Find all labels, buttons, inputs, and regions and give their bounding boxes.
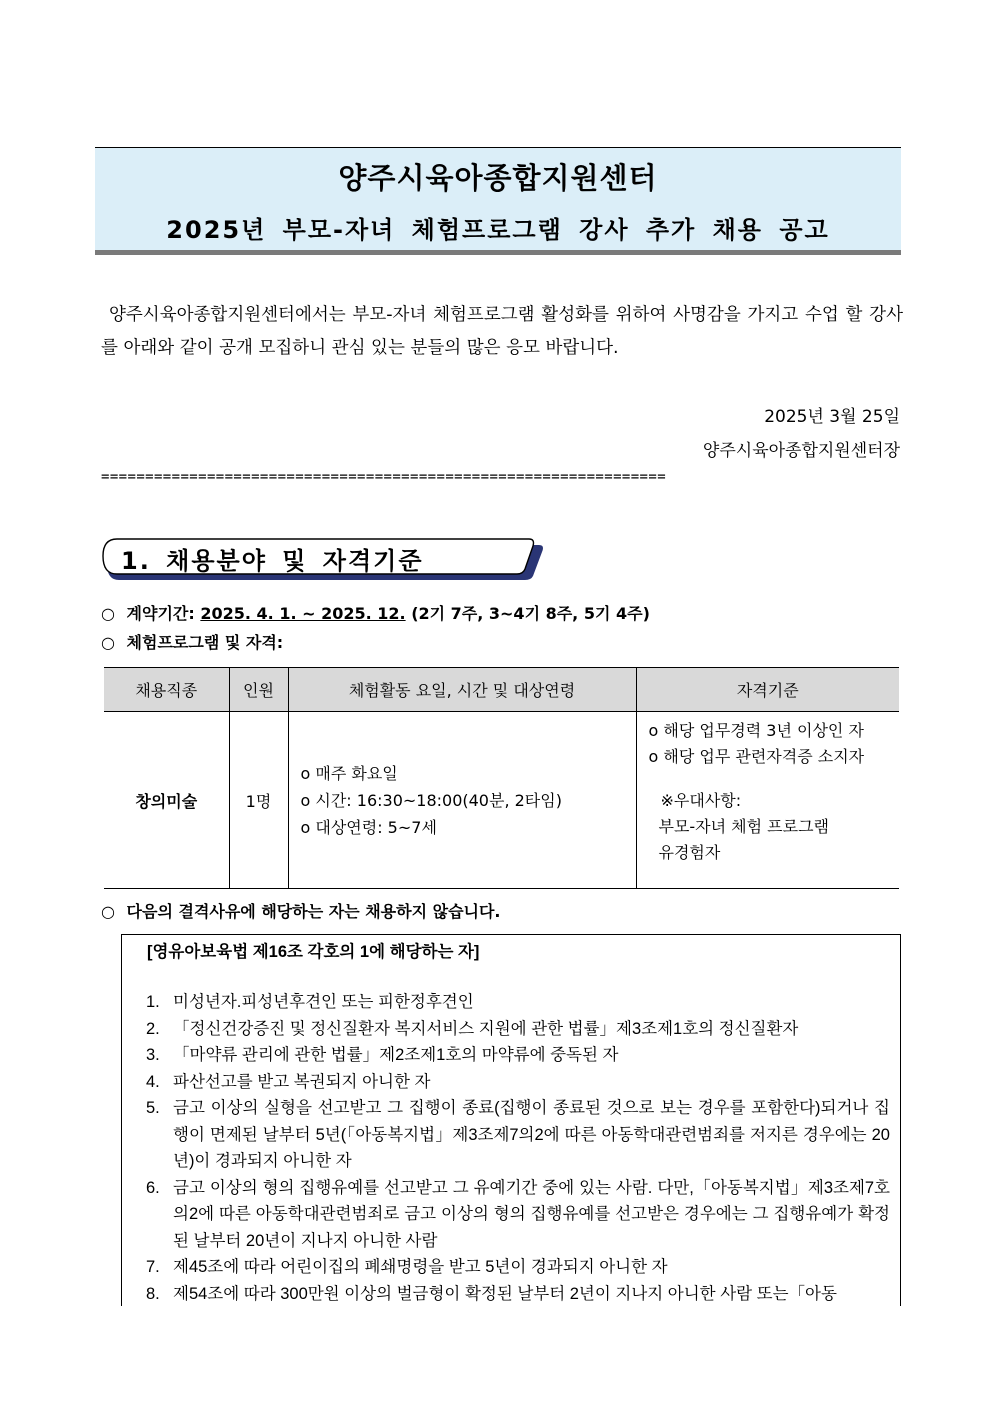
- section-1-heading: [101, 538, 541, 578]
- announcement-author: 양주시육아종합지원센터장: [702, 441, 900, 461]
- preference-line: 유경험자: [658, 843, 721, 862]
- bullet-circle-icon: ○: [101, 604, 115, 623]
- table-header-cell: 채용직종: [104, 668, 229, 712]
- activity-line: o 매주 화요일: [300, 763, 398, 783]
- disqualification-heading: [영유아보육법 제16조 각호의 1에 해당하는 자]: [147, 943, 480, 961]
- list-item-number: 2.: [146, 1019, 160, 1038]
- list-item-text: 「마약류 관리에 관한 법률」제2조제1호의 마약류에 중독된 자: [173, 1046, 619, 1064]
- contract-label: 계약기간:: [126, 604, 195, 623]
- headcount-cell: 1명: [229, 712, 288, 889]
- bullet-circle-icon: ○: [101, 633, 115, 652]
- preference-label: ※우대사항:: [660, 791, 742, 810]
- divider-line: ================================================================: [101, 469, 667, 485]
- contract-note: (2기 7주, 3~4기 8주, 5기 4주): [411, 604, 650, 623]
- title-banner: [95, 147, 901, 255]
- job-type-cell: 창의미술: [104, 712, 229, 889]
- page-subtitle: 2025년 부모-자녀 체험프로그램 강사 추가 채용 공고: [166, 216, 830, 244]
- list-item-number: 1.: [146, 993, 160, 1011]
- list-item: [146, 1175, 890, 1255]
- page-title: 양주시육아종합지원센터: [338, 161, 658, 195]
- list-item-number: 4.: [146, 1072, 160, 1091]
- disqualification-intro: 다음의 결격사유에 해당하는 자는 채용하지 않습니다.: [126, 902, 501, 921]
- list-item: [146, 989, 890, 1016]
- qualification-line: o 해당 업무경력 3년 이상인 자: [648, 721, 864, 740]
- table-header-cell: 체험활동 요일, 시간 및 대상연령: [288, 668, 636, 712]
- list-item: [146, 1254, 890, 1281]
- announcement-date: 2025년 3월 25일: [764, 407, 900, 427]
- disqualification-list: [146, 989, 890, 1306]
- disqualification-intro-line: [101, 899, 501, 922]
- intro-paragraph: 양주시육아종합지원센터에서는 부모-자녀 체험프로그램 활성화를 위하여 사명감을 가지고 수업 할 강사를 아래와 같이 공개 모집하니 관심 있는 분들의 많은 응모 바랍니다.: [101, 305, 903, 358]
- activity-cell: [288, 712, 636, 889]
- list-item: [146, 1069, 890, 1096]
- list-item: [146, 1281, 890, 1307]
- qualification-cell: [636, 712, 899, 889]
- list-item-text: 「정신건강증진 및 정신질환자 복지서비스 지원에 관한 법률」제3조제1호의 정신질환자: [173, 1019, 799, 1038]
- list-item-number: 5.: [146, 1099, 160, 1117]
- bullet-circle-icon: ○: [101, 902, 115, 921]
- activity-line: o 시간: 16:30~18:00(40분, 2타임): [300, 790, 562, 810]
- section-1-title: 1. 채용분야 및 자격기준: [121, 547, 424, 575]
- list-item-text: 금고 이상의 실형을 선고받고 그 집행이 종료(집행이 종료된 것으로 보는 경우를 포함한다)되거나 집행이 면제된 날부터 5년(「아동복지법」제3조제7의2에 따른 아동학대관련범죄를 저지른 경우에는 20년)이 경과되지 아니한 자: [173, 1099, 890, 1170]
- list-item: [146, 1016, 890, 1043]
- list-item: [146, 1042, 890, 1069]
- list-item: [146, 1095, 890, 1175]
- qualification-line: o 해당 업무 관련자격증 소지자: [648, 747, 865, 766]
- table-header-cell: 인원: [229, 668, 288, 712]
- list-item-number: 6.: [146, 1178, 160, 1197]
- list-item-text: 제54조에 따라 300만원 이상의 벌금형이 확정된 날부터 2년이 지나지 아니한 사람 또는「아동: [173, 1284, 837, 1303]
- activity-line: o 대상연령: 5~7세: [300, 817, 437, 837]
- program-qualification-line: [101, 630, 283, 653]
- list-item-text: 미성년자.피성년후견인 또는 피한정후견인: [173, 993, 474, 1011]
- program-label: 체험프로그램 및 자격:: [126, 633, 284, 652]
- disqualification-box: [121, 934, 901, 1306]
- contract-period-line: [101, 601, 650, 624]
- list-item-number: 8.: [146, 1284, 160, 1303]
- list-item-text: 금고 이상의 형의 집행유예를 선고받고 그 유예기간 중에 있는 사람. 다만,「아동복지법」제3조제7호의2에 따른 아동학대관련범죄로 금고 이상의 형의 집행유예를 선고받은 경우에는 그 집행유예가 확정된 날부터 20년이 지나지 아니한 사람: [173, 1178, 890, 1250]
- recruitment-table: [104, 667, 899, 889]
- contract-value: 2025. 4. 1. ~ 2025. 12.: [200, 604, 406, 623]
- table-header-cell: 자격기준: [636, 668, 899, 712]
- list-item-text: 제45조에 따라 어린이집의 폐쇄명령을 받고 5년이 경과되지 아니한 자: [173, 1258, 668, 1276]
- table-header-row: [104, 668, 899, 712]
- preference-line: 부모-자녀 체험 프로그램: [658, 817, 830, 836]
- list-item-text: 파산선고를 받고 복권되지 아니한 자: [173, 1072, 431, 1091]
- table-row: [104, 712, 899, 889]
- list-item-number: 3.: [146, 1046, 160, 1064]
- list-item-number: 7.: [146, 1258, 160, 1276]
